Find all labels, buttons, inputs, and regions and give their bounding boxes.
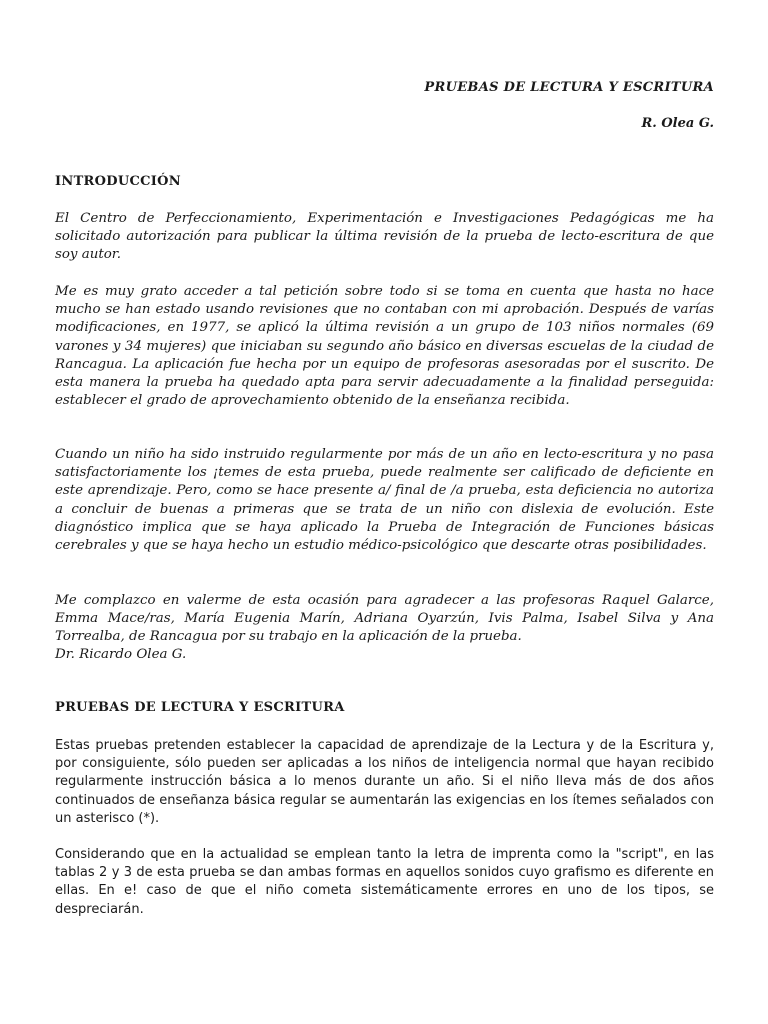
intro-paragraph: Cuando un niño ha sido instruido regularmente por más de un año en lecto-escritura y no pasa satisfactoriamente los ¡temes de esta prueba, puede realmente ser calificado de deficiente en este aprendizaje. Pero, como se hace presente a/ final de /a prueba, esta deficiencia no autoriza a concluir de buenas a primeras que se trata de un niño con dislexia de evolución. Este diagnóstico implica que se haya aplicado la Prueba de Integración de Funciones básicas cerebrales y que se haya hecho un estudio médico-psicológico que descarte otras posibilidades. (55, 447, 714, 554)
intro-paragraph: Me es muy grato acceder a tal petición sobre todo si se toma en cuenta que hasta no hace mucho se han estado usando revisiones que no contaban con mi aprobación. Después de varías modificaciones, en 1977, se aplicó la última revisión a un grupo de 103 niños normales (69 varones y 34 mujeres) que iniciaban su segundo año básico en diversas escuelas de la ciudad de Rancagua. La aplicación fue hecha por un equipo de profesoras asesoradas por el suscrito. De esta manera la prueba ha quedado apta para servir adecuadamente a la finalidad perseguida: establecer el grado de aprovechamiento obtenido de la enseñanza recibida. (55, 284, 714, 409)
section-heading-pruebas: PRUEBAS DE LECTURA Y ESCRITURA (55, 700, 345, 715)
signature: Dr. Ricardo Olea G. (55, 647, 187, 662)
intro-paragraph: El Centro de Perfeccionamiento, Experimentación e Investigaciones Pedagógicas me ha solicitado autorización para publicar la última revisión de la prueba de lecto-escritura de que soy autor. (55, 211, 714, 263)
document-author: R. Olea G. (641, 116, 714, 131)
section-heading-introduccion: INTRODUCCIÓN (55, 174, 181, 189)
body-paragraph: Estas pruebas pretenden establecer la capacidad de aprendizaje de la Lectura y de la Escritura y, por consiguiente, sólo pueden ser aplicadas a los niños de inteligencia normal que hayan recibido regularmente instrucción básica a lo menos durante un año. Si el niño lleva más de dos años continuados de enseñanza básica regular se aumentarán las exigencias en los ítemes señalados con un asterisco (*). (55, 738, 714, 826)
intro-paragraph: Me complazco en valerme de esta ocasión para agradecer a las profesoras Raquel Galarce, Emma Mace/ras, María Eugenia Marín, Adriana Oyarzún, Ivis Palma, Isabel Silva y Ana Torrealba, de Rancagua por su trabajo en la aplicación de la prueba. (55, 593, 714, 645)
document-title: PRUEBAS DE LECTURA Y ESCRITURA (424, 80, 714, 95)
body-paragraph: Considerando que en la actualidad se emplean tanto la letra de imprenta como la "script", en las tablas 2 y 3 de esta prueba se dan ambas formas en aquellos sonidos cuyo grafismo es diferente en ellas. En e! caso de que el niño cometa sistemáticamente errores en uno de los tipos, se despreciarán. (55, 847, 714, 917)
